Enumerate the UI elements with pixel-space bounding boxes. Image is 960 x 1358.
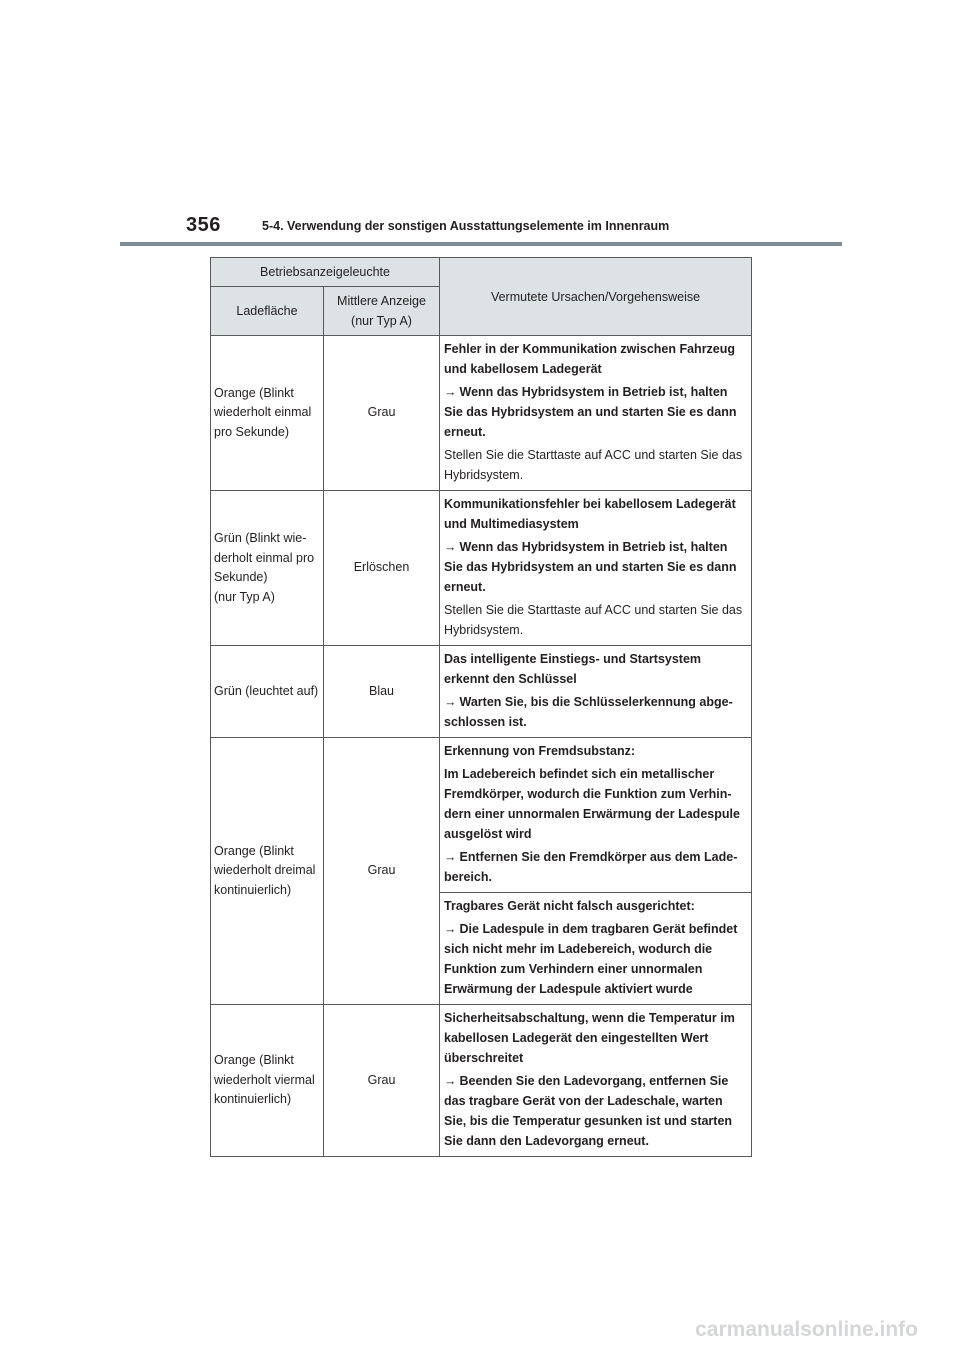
- arrow-icon: →: [444, 922, 457, 936]
- header-middle-line2: (nur Typ A): [351, 314, 412, 328]
- surface-line: wiederholt einmal: [214, 405, 312, 420]
- surface-cell: [211, 336, 324, 491]
- header-indicator-light: Betriebsanzeigeleuchte: [211, 258, 440, 287]
- arrow-icon: →: [444, 385, 457, 399]
- header-causes: Vermutete Ursachen/Vorgehensweise: [440, 258, 752, 336]
- surface-line: kontinuierlich): [214, 882, 292, 897]
- cause-title: Fehler in der Kommunikation zwischen Fahrzeug und kabellosem Ladegerät: [444, 342, 736, 376]
- table-row: [211, 491, 752, 646]
- table-row: [211, 336, 752, 491]
- arrow-icon: →: [444, 540, 457, 554]
- cause-note: Stellen Sie die Starttaste auf ACC und starten Sie das Hybridsystem.: [444, 448, 743, 482]
- cause-note: Stellen Sie die Starttaste auf ACC und starten Sie das Hybridsystem.: [444, 603, 743, 637]
- surface-line: wiederholt viermal: [214, 1072, 315, 1087]
- cause-title: Das intelligente Einstiegs- und Startsystem erkennt den Schlüssel: [444, 652, 702, 686]
- surface-line: Orange (Blinkt: [214, 843, 294, 858]
- causes-cell: [440, 491, 752, 646]
- surface-line: pro Sekunde): [214, 424, 290, 439]
- cause-title: Tragbares Gerät nicht falsch ausgerichtet:: [444, 899, 695, 913]
- causes-cell: [440, 1005, 752, 1157]
- surface-cell: [211, 1005, 324, 1157]
- cause-action: Die Ladespule in dem tragbaren Gerät befindet sich nicht mehr im Ladebereich, wodurch die Funktion zum Verhindern einer unnormalen Erwärmung der Ladespule aktiviert wurde: [444, 922, 738, 996]
- middle-display-cell: Grau: [324, 336, 440, 491]
- middle-display-cell: Erlöschen: [324, 491, 440, 646]
- surface-line: Grün (Blinkt wie-: [214, 531, 307, 545]
- cause-action: Warten Sie, bis die Schlüsselerkennung abge-schlossen ist.: [444, 695, 733, 729]
- causes-cell: [440, 738, 752, 893]
- header-middle-display: [324, 287, 440, 336]
- arrow-icon: →: [444, 695, 457, 709]
- middle-display-cell: Grau: [324, 738, 440, 1005]
- middle-display-cell: Grau: [324, 1005, 440, 1157]
- surface-line: Orange (Blinkt: [214, 1053, 294, 1068]
- causes-cell: [440, 336, 752, 491]
- cause-title: Kommunikationsfehler bei kabellosem Ladegerät und Multimediasystem: [444, 497, 736, 531]
- cause-action: Wenn das Hybridsystem in Betrieb ist, halten Sie das Hybridsystem an und starten Sie es dann erneut.: [444, 540, 737, 594]
- cause-action: Beenden Sie den Ladevorgang, entfernen Sie das tragbare Gerät von der Ladeschale, warten Sie, bis die Temperatur gesunken ist und starten Sie dann den Ladevorgang erneut.: [444, 1074, 733, 1148]
- header-middle-line1: Mittlere Anzeige: [337, 294, 426, 308]
- cause-title: Erkennung von Fremdsubstanz:: [444, 744, 636, 758]
- surface-line: wiederholt dreimal: [214, 863, 316, 878]
- section-title: 5-4. Verwendung der sonstigen Ausstattungselemente im Innenraum: [262, 219, 670, 233]
- surface-cell: [211, 491, 324, 646]
- header-charging-surface: Ladefläche: [211, 287, 324, 336]
- watermark-text: carmanualsonline.info: [695, 1318, 918, 1341]
- surface-cell: [211, 738, 324, 1005]
- cause-title: Sicherheitsabschaltung, wenn die Temperatur im kabellosen Ladegerät den eingestellten Wert überschreitet: [444, 1011, 735, 1065]
- surface-line: Orange (Blinkt: [214, 385, 294, 400]
- arrow-icon: →: [444, 850, 457, 864]
- surface-line: (nur Typ A): [214, 589, 275, 604]
- table-row: [211, 738, 752, 893]
- surface-line: derholt einmal pro: [214, 550, 315, 565]
- cause-action: Wenn das Hybridsystem in Betrieb ist, halten Sie das Hybridsystem an und starten Sie es dann erneut.: [444, 385, 737, 439]
- surface-cell: [211, 646, 324, 738]
- middle-display-cell: Blau: [324, 646, 440, 738]
- causes-cell: [440, 646, 752, 738]
- header-rule: [120, 242, 842, 246]
- surface-line: kontinuierlich): [214, 1092, 292, 1107]
- indicator-table: [210, 257, 752, 1157]
- table-row: [211, 646, 752, 738]
- page-number: 356: [186, 214, 221, 236]
- arrow-icon: →: [444, 1074, 457, 1088]
- table-row: [211, 1005, 752, 1157]
- causes-cell: [440, 893, 752, 1005]
- surface-line: Sekunde): [214, 570, 268, 584]
- cause-action: Entfernen Sie den Fremdkörper aus dem Lade-bereich.: [444, 850, 738, 884]
- surface-line: Grün (leuchtet auf): [214, 683, 319, 698]
- cause-detail: Im Ladebereich befindet sich ein metallischer Fremdkörper, wodurch die Funktion zum Verhin-dern einer unnormalen Erwärmung der Ladespule ausgelöst wird: [444, 767, 740, 841]
